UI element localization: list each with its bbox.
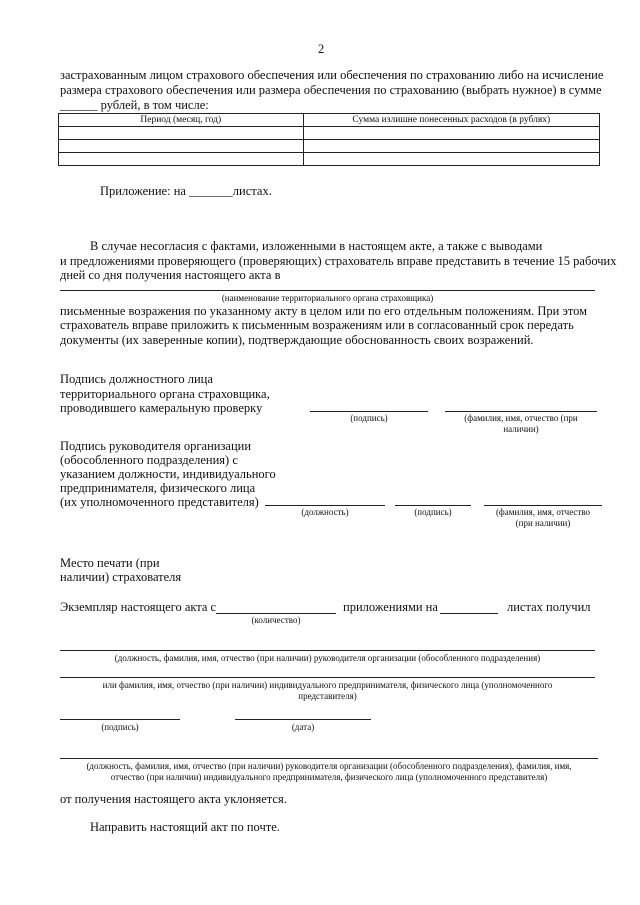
evade-text: от получения настоящего акта уклоняется. <box>60 792 287 806</box>
head-sig-label-1: Подпись руководителя организации <box>60 439 252 453</box>
table-cell <box>59 153 304 166</box>
copy-ip-caption-1: или фамилия, имя, отчество (при наличии) индивидуального предпринимателя, физического лица (уполномоченного <box>102 680 553 690</box>
disagree-line-6: документы (их заверенные копии), подтверждающие обоснованность своих возражений. <box>60 333 534 347</box>
copy-head-line <box>60 650 595 651</box>
head-sig-label-5: (их уполномоченного представителя) <box>60 495 259 509</box>
insurer-name-caption-1: (фамилия, имя, отчество (при <box>464 413 578 423</box>
head-sig-label-4: предпринимателя, физического лица <box>60 481 256 495</box>
copy-ip-line <box>60 677 595 678</box>
table-header-period: Период (месяц, год) <box>59 114 304 127</box>
insurer-sig-label-2: территориального органа страховщика, <box>60 387 270 401</box>
insurer-sig-label-3: проводившего камеральную проверку <box>60 401 263 415</box>
insurer-body-caption: (наименование территориального органа страховщика) <box>221 293 434 303</box>
evade-caption-1: (должность, фамилия, имя, отчество (при наличии) руководителя организации (обособленного подразделения), фамилия, имя, <box>86 761 572 771</box>
expenses-table <box>58 113 600 166</box>
intro-line-2: размера страхового обеспечения или размера обеспечения по страхованию (выбрать нужное) в сумме <box>60 83 602 97</box>
copy-quantity-caption: (количество) <box>251 615 301 625</box>
table-cell <box>59 140 304 153</box>
table-cell <box>303 153 599 166</box>
table-row <box>59 127 600 140</box>
evade-line <box>60 758 598 759</box>
evade-caption-2: отчество (при наличии) индивидуального предпринимателя, физического лица (уполномоченного представителя) <box>110 772 548 782</box>
copy-text-2: приложениями на <box>343 600 438 614</box>
copy-signature-caption: (подпись) <box>101 722 139 732</box>
copy-head-caption: (должность, фамилия, имя, отчество (при наличии) руководителя организации (обособленного подразделения) <box>114 653 541 663</box>
head-name-caption-2: (при наличии) <box>515 518 571 528</box>
send-by-mail-text: Направить настоящий акт по почте. <box>90 820 280 834</box>
copy-text-1: Экземпляр настоящего акта с <box>60 600 217 614</box>
disagree-line-4: письменные возражения по указанному акту в целом или по его отдельным положениям. При этом <box>60 304 588 318</box>
insurer-signature-caption: (подпись) <box>350 413 388 423</box>
insurer-name-line <box>445 411 597 412</box>
head-name-line <box>484 505 602 506</box>
disagree-line-3: дней со дня получения настоящего акта в <box>60 268 281 282</box>
table-cell <box>59 127 304 140</box>
table-cell <box>303 140 599 153</box>
intro-line-1: застрахованным лицом страхового обеспечения или обеспечения по страхованию либо на исчисление <box>60 68 604 82</box>
head-signature-line <box>395 505 471 506</box>
copy-signature-line <box>60 719 180 720</box>
head-signature-caption: (подпись) <box>414 507 452 517</box>
intro-line-3: ______ рублей, в том числе: <box>60 98 209 112</box>
copy-date-line <box>235 719 371 720</box>
table-row <box>59 140 600 153</box>
head-position-caption: (должность) <box>301 507 349 517</box>
table-header-amount: Сумма излишне понесенных расходов (в рублях) <box>303 114 599 127</box>
disagree-line-1: В случае несогласия с фактами, изложенными в настоящем акте, а также с выводами <box>90 239 543 253</box>
insurer-sig-label-1: Подпись должностного лица <box>60 372 213 386</box>
insurer-signature-line <box>310 411 428 412</box>
copy-ip-caption-2: представителя) <box>298 691 357 701</box>
insurer-name-caption-2: наличии) <box>503 424 539 434</box>
head-position-line <box>265 505 385 506</box>
head-sig-label-2: (обособленного подразделения) с <box>60 453 238 467</box>
copy-text-3: листах получил <box>507 600 591 614</box>
head-sig-label-3: указанием должности, индивидуального <box>60 467 276 481</box>
table-header-row <box>59 114 600 127</box>
attachment-line: Приложение: на _______листах. <box>100 184 272 198</box>
page-number: 2 <box>318 42 325 56</box>
copy-sheets-line <box>440 613 498 614</box>
table-row <box>59 153 600 166</box>
copy-date-caption: (дата) <box>291 722 315 732</box>
stamp-label-1: Место печати (при <box>60 556 160 570</box>
copy-quantity-line <box>216 613 336 614</box>
insurer-body-line <box>60 290 595 291</box>
stamp-label-2: наличии) страхователя <box>60 570 182 584</box>
disagree-line-5: страхователь вправе приложить к письменным возражениям или в согласованный срок передать <box>60 318 574 332</box>
head-name-caption-1: (фамилия, имя, отчество <box>495 507 591 517</box>
table-cell <box>303 127 599 140</box>
disagree-line-2: и предложениями проверяющего (проверяющих) страхователь вправе представить в течение 15 рабочих <box>60 254 617 268</box>
